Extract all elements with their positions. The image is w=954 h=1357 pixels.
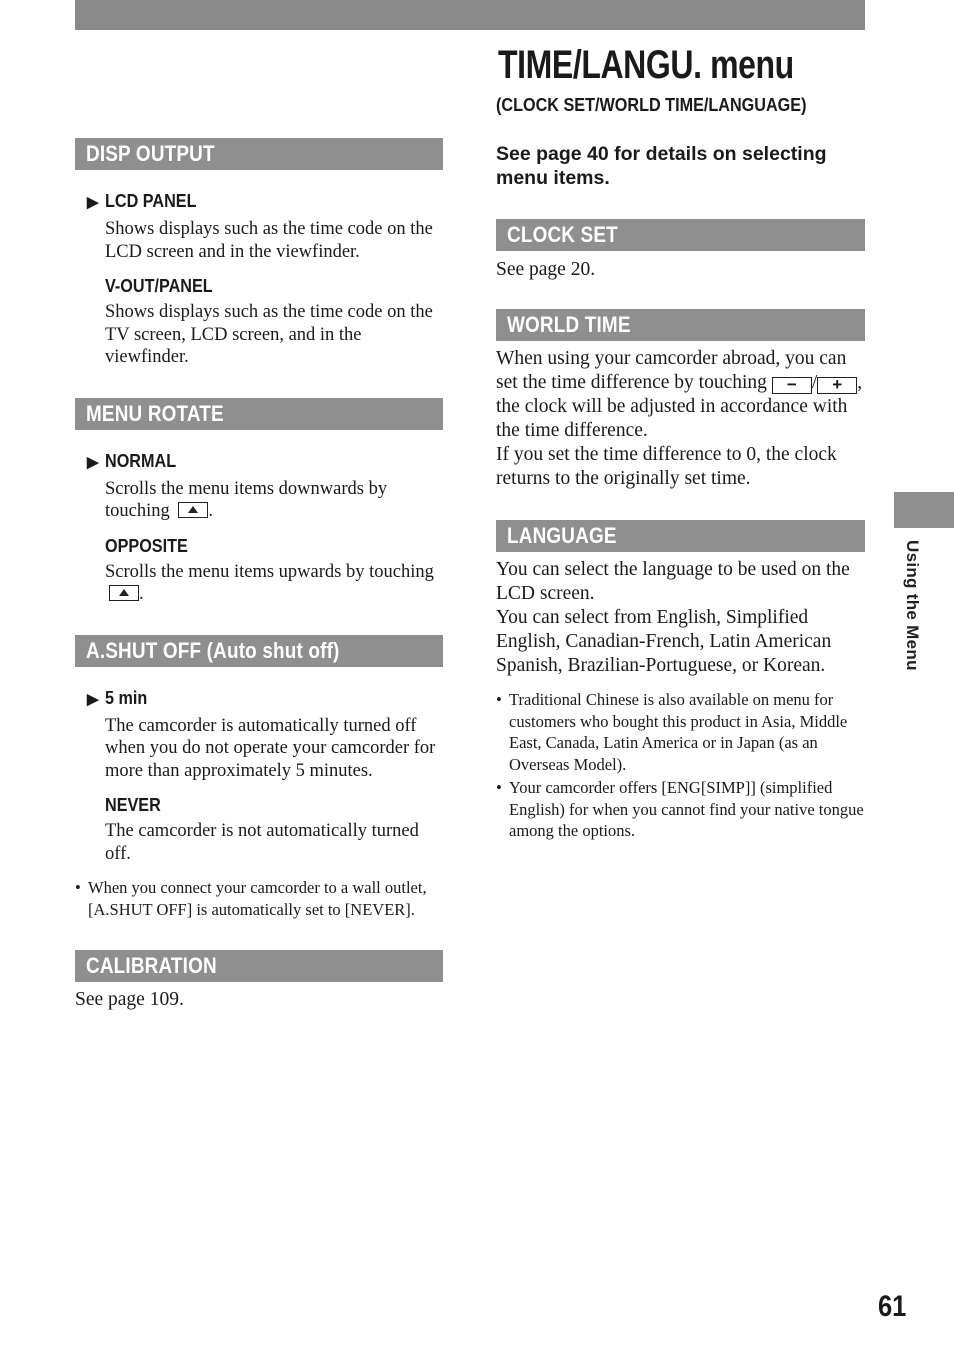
left-column [75,138,443,1012]
default-marker-icon: ▶ [87,194,99,211]
section-heading-auto-shut-off: A.SHUT OFF (Auto shut off) [75,635,443,667]
option-text: Scrolls the menu items upwards by touching . [105,561,434,604]
option-opposite: OPPOSITE [105,535,188,556]
language-note-1: • Traditional Chinese is also available on menu for customers who bought this product in Asia, Middle East, Canada, Latin America or in Japan (as an Overseas Model). [496,689,865,775]
option-text: Shows displays such as the time code on the LCD screen and in the viewfinder. [105,219,433,262]
section-heading-clock-set: CLOCK SET [496,219,865,251]
default-marker-icon: ▶ [87,453,99,471]
world-time-text: When using your camcorder abroad, you can set the time difference by touching − / + , the clock will be adjusted in accordance with the time difference. [496,348,863,441]
note: • When you connect your camcorder to a wall outlet, [A.SHUT OFF] is automatically set to [NEVER]. [75,877,443,920]
default-marker-icon: ▶ [87,690,99,708]
section-heading-menu-rotate: MENU ROTATE [75,398,443,430]
language-text-2: You can select from English, Simplified English, Canadian-French, Latin American Spanish, Brazilian-Portuguese, or Korean. [496,607,832,676]
option-text: The camcorder is not automatically turned off. [105,821,419,864]
menu-title [496,40,865,90]
scroll-up-button-icon [178,502,208,518]
scroll-up-button-icon [109,585,139,601]
section-heading-calibration: CALIBRATION [75,950,443,982]
calibration-text: See page 109. [75,989,184,1010]
right-column [496,40,865,842]
option-5-min: ▶ 5 min [87,687,443,711]
option-text: Shows displays such as the time code on the TV screen, LCD screen, and in the viewfinder. [105,302,433,367]
option-text: The camcorder is automatically turned off when you do not operate your camcorder for more than approximately 5 minutes. [105,715,436,781]
minus-button-icon: − [772,377,812,394]
option-never: NEVER [105,795,161,815]
option-text: Scrolls the menu items downwards by touching . [105,478,388,521]
side-tab-label: Using the Menu [903,540,922,671]
section-heading-world-time: WORLD TIME [496,309,865,341]
world-time-text-2: If you set the time difference to 0, the clock returns to the originally set time. [496,444,837,489]
section-heading-disp-output: DISP OUTPUT [75,138,443,170]
menu-subtitle: (CLOCK SET/WORLD TIME/LANGUAGE) [496,95,807,115]
page-title: TIME/LANGU. menu [498,43,794,87]
option-normal: ▶ NORMAL [87,450,443,474]
top-bar [75,0,865,30]
option-lcd-panel: ▶ LCD PANEL [87,190,443,214]
side-tab [894,492,954,528]
clock-set-text: See page 20. [496,259,596,280]
plus-button-icon: + [817,377,857,394]
language-note-2: • Your camcorder offers [ENG[SIMP]] (simplified English) for when you cannot find your native tongue among the options. [496,777,865,842]
see-details-text: See page 40 for details on selecting menu items. [496,143,827,189]
option-v-out-panel: V-OUT/PANEL [105,276,213,296]
language-text-1: You can select the language to be used on the LCD screen. [496,559,850,604]
page-number: 61 [878,1290,907,1323]
section-heading-language: LANGUAGE [496,520,865,552]
